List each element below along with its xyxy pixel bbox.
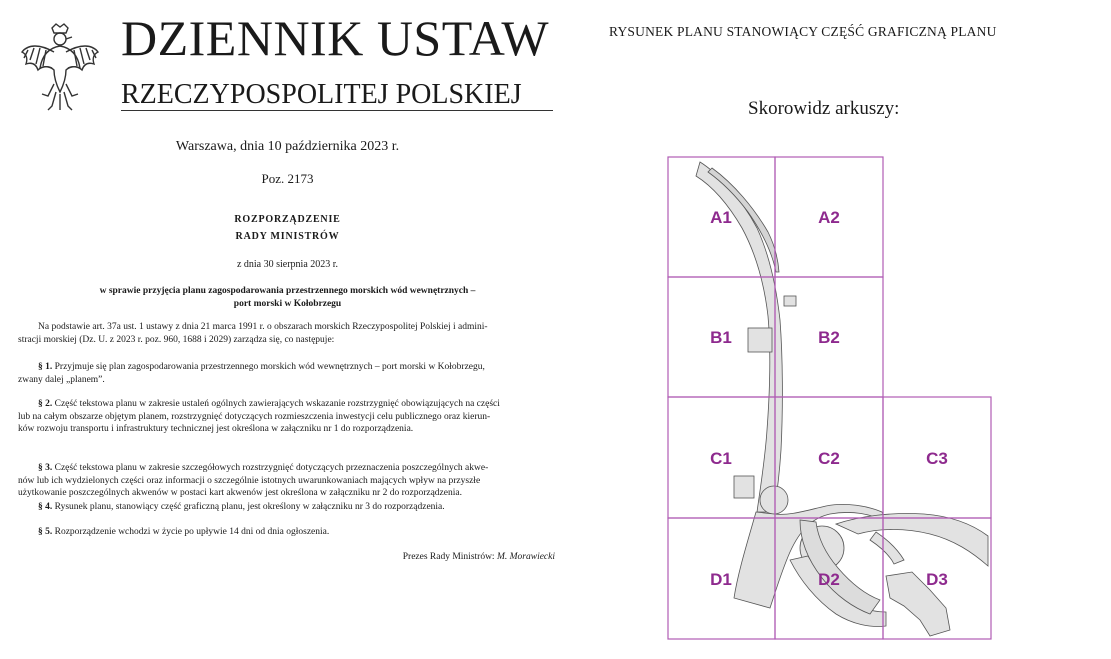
paragraph-line: zwany dalej „planem”. [18, 374, 105, 385]
gazette-subtitle: RZECZYPOSPOLITEJ POLSKIEJ [121, 79, 522, 110]
quay-b1-shape [748, 328, 772, 352]
sheet-index-title: Skorowidz arkuszy: [748, 98, 900, 119]
signature-role: Prezes Rady Ministrów: [402, 552, 495, 562]
preamble-line: Na podstawie art. 37a ust. 1 ustawy z dnia 21 marca 1991 r. o obszarach morskich Rzeczypospolitej Polskiej i admini- [38, 322, 488, 332]
paragraph-number: § 2. [38, 399, 53, 409]
gazette-title: DZIENNIK USTAW [121, 10, 550, 66]
act-subject-line: w sprawie przyjęcia planu zagospodarowania przestrzennego morskich wód wewnętrznych – [99, 286, 476, 296]
sheet-label: A1 [710, 208, 732, 227]
paragraph-line: Rysunek planu, stanowiący część graficzną planu, jest określony w załączniku nr 3 do rozporządzenia. [54, 502, 445, 512]
east-breakwater-shape [870, 532, 904, 564]
sheet-label: C3 [926, 449, 948, 468]
paragraph-line: lub na całym obszarze objętym planem, rozstrzygnięć dotyczących rozmieszczenia inwestycji celu publicznego oraz kierun- [18, 411, 491, 422]
act-date: z dnia 30 sierpnia 2023 r. [236, 259, 339, 270]
outer-breakwater-shape [836, 513, 988, 566]
paragraph-line: Przyjmuje się plan zagospodarowania przestrzennego morskich wód wewnętrznych – port morski w Kołobrzegu, [54, 362, 485, 372]
paragraph-line: użytkowanie poszczególnych akwenów w postaci kart akwenów jest określona w załączniku nr 2 do rozporządzenia. [18, 488, 462, 499]
act-subject-line: port morski w Kołobrzegu [233, 298, 342, 309]
port-area [696, 162, 988, 636]
paragraph-line: ków rozwoju transportu i infrastruktury technicznej jest określona w załączniku nr 1 do rozporządzenia. [18, 424, 414, 435]
turning-basin-north-shape [760, 486, 788, 514]
sheet-label: D2 [818, 570, 840, 589]
paragraph-line: nów lub ich wydzielonych części oraz informacji o szczególnie istotnych uwarunkowaniach mających wpływ na przyszłe [18, 475, 481, 486]
appendix-header: RYSUNEK PLANU STANOWIĄCY CZĘŚĆ GRAFICZNĄ PLANU [609, 24, 997, 39]
preamble-line: stracji morskiej (Dz. U. z 2023 r. poz. 960, 1688 i 2029) zarządza się, co następuje: [18, 334, 335, 345]
paragraph-line: Część tekstowa planu w zakresie ustaleń ogólnych zawierających wskazanie rozstrzygnięć obowiązujących na części [54, 399, 500, 409]
sheet-label: B1 [710, 328, 732, 347]
act-type: ROZPORZĄDZENIE [234, 214, 341, 225]
signature-name: M. Morawiecki [496, 552, 555, 562]
paragraph-number: § 3. [38, 463, 53, 473]
publication-dateline: Warszawa, dnia 10 października 2023 r. [175, 139, 400, 154]
sheet-label: C2 [818, 449, 840, 468]
sheet-label: B2 [818, 328, 840, 347]
paragraph-line: Rozporządzenie wchodzi w życie po upływie 14 dni od dnia ogłoszenia. [54, 527, 330, 537]
quay-c1-shape [734, 476, 754, 498]
sheet-label: D3 [926, 570, 948, 589]
sheet-label: A2 [818, 208, 840, 227]
sheet-label: C1 [710, 449, 732, 468]
act-issuer: RADY MINISTRÓW [235, 231, 340, 242]
quay-b2-shape [784, 296, 796, 306]
paragraph-number: § 5. [38, 527, 53, 537]
paragraph-number: § 4. [38, 502, 53, 512]
paragraph-line: Część tekstowa planu w zakresie szczegółowych rozstrzygnięć dotyczących przeznaczenia poszczególnych akwe- [54, 463, 489, 473]
position-number: Poz. 2173 [261, 171, 314, 186]
sheet-label: D1 [710, 570, 732, 589]
paragraph-number: § 1. [38, 362, 53, 372]
